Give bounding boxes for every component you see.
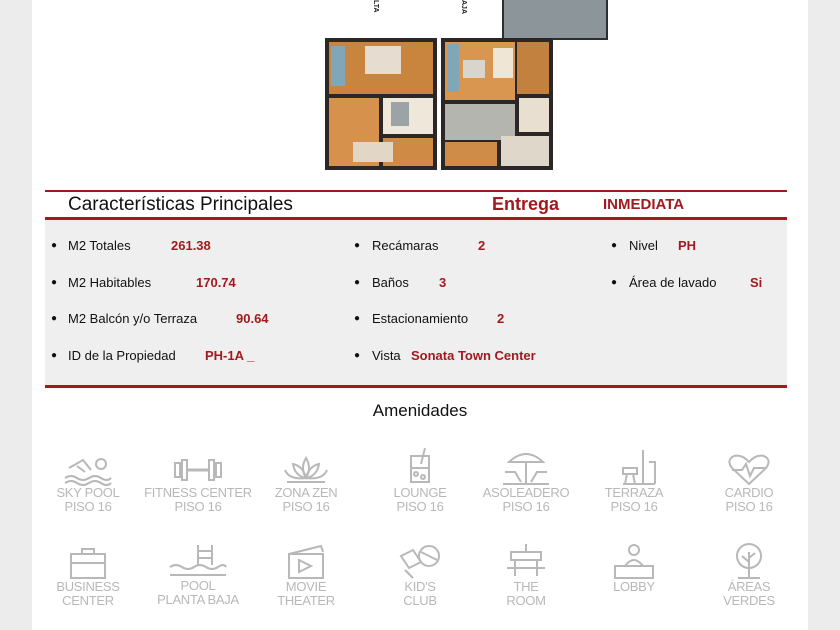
amenity-line1: FITNESS CENTER [144, 485, 252, 500]
amenity-line1: LOBBY [613, 579, 655, 594]
amenity-line1: BUSINESS [56, 579, 120, 594]
feature-label: Estacionamiento [372, 311, 469, 326]
feature-label: M2 Habitables [68, 275, 152, 290]
plan-roof-block [502, 0, 608, 40]
amenity-line2: CENTER [62, 593, 114, 608]
dumbbell-icon [173, 452, 223, 486]
amenities-title: Amenidades [372, 401, 468, 420]
bullet-icon: ● [51, 277, 58, 288]
feature-value: Si [750, 275, 763, 290]
feature-value: 90.64 [236, 311, 269, 326]
amenity-terraza [579, 448, 689, 514]
amenity-line2: THEATER [277, 593, 335, 608]
bullet-icon: ● [354, 277, 361, 288]
lotus-icon [281, 452, 331, 486]
amenity-cardio [694, 454, 804, 514]
umbrella-chair-icon [501, 448, 551, 486]
amenity-pool [143, 543, 253, 607]
amenity-line1: MOVIE [285, 579, 327, 594]
feature-label: Nivel [629, 238, 658, 253]
reception-icon [609, 542, 659, 580]
amenity-business-center [33, 546, 143, 608]
feature-label: Baños [372, 275, 409, 290]
amenity-fitness-center [143, 452, 253, 514]
amenity-the-room [471, 542, 581, 608]
amenity-line1: TERRAZA [604, 485, 664, 500]
amenity-line2: VERDES [723, 593, 775, 608]
feature-label: M2 Totales [68, 238, 131, 253]
amenity-line1: LOUNGE [393, 485, 447, 500]
amenity-line2: PISO 16 [610, 499, 658, 514]
bullet-icon: ● [611, 277, 618, 288]
amenity-movie-theater [251, 542, 361, 608]
amenity-line1: THE [513, 579, 539, 594]
feature-value: 170.74 [196, 275, 236, 290]
bullet-icon: ● [51, 313, 58, 324]
bullet-icon: ● [354, 240, 361, 251]
features-header [45, 192, 787, 220]
plan-label-left: LTA [372, 0, 379, 13]
bullet-icon: ● [51, 240, 58, 251]
amenity-line1: KID'S [404, 579, 436, 594]
amenity-line1: ZONA ZEN [274, 485, 338, 500]
pool-ladder-icon [168, 543, 228, 579]
tree-icon [724, 542, 774, 580]
amenity-kids-club [365, 542, 475, 608]
feature-label: Área de lavado [629, 275, 717, 290]
amenity-areas-verdes [694, 542, 804, 608]
bullet-icon: ● [354, 313, 361, 324]
feature-value: Sonata Town Center [411, 348, 536, 363]
amenity-line1: ÁREAS [727, 579, 771, 594]
amenity-line2: PISO 16 [64, 499, 112, 514]
entrega-label: Entrega [492, 194, 560, 214]
swimmer-icon [63, 452, 113, 486]
amenity-line2: PISO 16 [396, 499, 444, 514]
clapperboard-icon [281, 542, 331, 580]
plan-label-right: AJA [460, 0, 467, 15]
amenity-lobby [579, 542, 689, 594]
terrace-icon [609, 448, 659, 486]
feature-value: 2 [497, 311, 505, 326]
briefcase-icon [63, 546, 113, 580]
feature-value: 2 [478, 238, 486, 253]
floor-plan-upper [325, 38, 437, 170]
amenity-line1: POOL [180, 578, 216, 593]
floor-plan-lower [441, 38, 553, 170]
amenity-line1: SKY POOL [56, 485, 120, 500]
amenity-line2: PISO 16 [502, 499, 550, 514]
toys-icon [395, 542, 445, 580]
feature-value: 3 [439, 275, 447, 290]
brochure-page [32, 0, 808, 630]
amenity-zona-zen [251, 452, 361, 514]
amenity-line2: PLANTA BAJA [157, 592, 239, 607]
feature-label: Recámaras [372, 238, 439, 253]
heart-pulse-icon [724, 454, 774, 486]
amenity-lounge [365, 446, 475, 514]
features-title: Características Principales [68, 194, 293, 215]
feature-value: 261.38 [171, 238, 211, 253]
entrega-value: INMEDIATA [603, 196, 685, 213]
feature-label: ID de la Propiedad [68, 348, 176, 363]
amenity-line2: CLUB [403, 593, 437, 608]
amenity-line2: PISO 16 [174, 499, 222, 514]
feature-label: Vista [372, 348, 401, 363]
amenity-line1: ASOLEADERO [482, 485, 570, 500]
feature-label: M2 Balcón y/o Terraza [68, 311, 198, 326]
amenity-line1: CARDIO [724, 485, 774, 500]
bullet-icon: ● [611, 240, 618, 251]
bullet-icon: ● [51, 350, 58, 361]
features-panel [45, 190, 787, 388]
amenity-line2: PISO 16 [725, 499, 773, 514]
feature-value: PH-1A _ [205, 348, 255, 363]
floor-plans [32, 0, 808, 186]
room-table-icon [501, 542, 551, 580]
amenity-sky-pool [33, 452, 143, 514]
amenity-line2: PISO 16 [282, 499, 330, 514]
feature-value: PH [678, 238, 697, 253]
bullet-icon: ● [354, 350, 361, 361]
cocktail-icon [395, 446, 445, 486]
amenity-asoleadero [471, 448, 581, 514]
amenity-line2: ROOM [506, 593, 546, 608]
